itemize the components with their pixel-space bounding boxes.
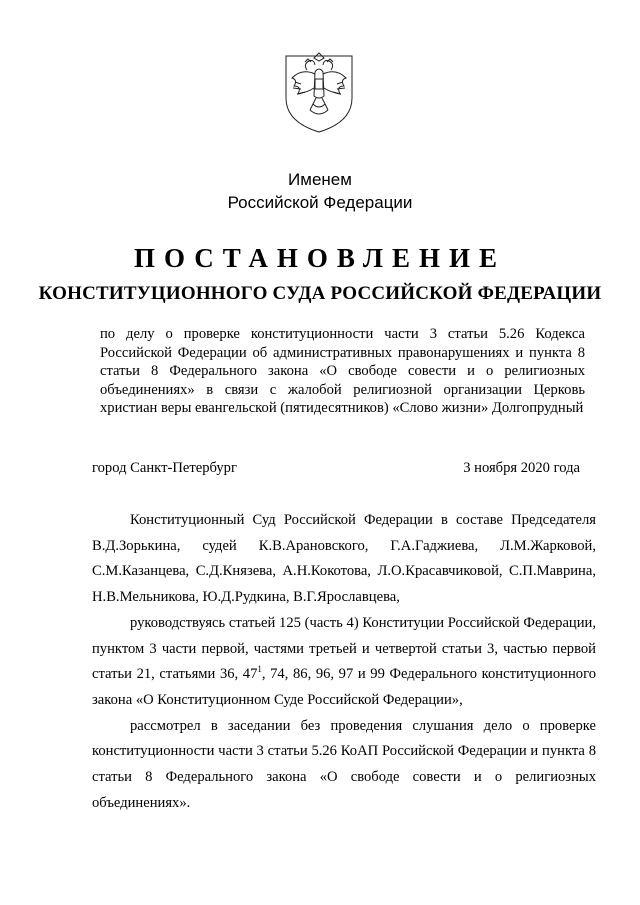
paragraph-composition: Конституционный Суд Российской Федерации в составе Председателя В.Д.Зорькина, судей К.В.Арановского, Г.А.Гаджиева, Л.М.Жарковой, С.М.Казанцева, С.Д.Князева, А.Н.Кокотова, Л.О.Красавчиковой, С.П.Маврина, Н.В.Мельникова, Ю.Д.Рудкина, В.Г.Ярославцева, [92, 512, 596, 606]
place-of-issue: город Санкт-Петербург [92, 460, 237, 476]
header-line-2: Российской Федерации [227, 193, 413, 212]
paragraph-legal-basis [92, 611, 596, 714]
header-line-1: Именем [288, 170, 352, 189]
legal-basis-text-end: , 74, 86, 96, 97 и 99 Федерального конституционного закона «О Конституционном Суде Российской Федерации», [92, 666, 597, 708]
document-body [92, 508, 596, 816]
superscript-marker: 1 [257, 664, 262, 675]
paragraph-consideration: рассмотрел в заседании без проведения слушания дело о проверке конституционности части 3 статьи 5.26 КоАП Российской Федерации и пункта 8 статьи 8 Федерального закона «О свободе совести и о религиозных объединениях». [92, 717, 596, 811]
document-title: ПОСТАНОВЛЕНИЕ [133, 243, 507, 273]
coat-of-arms-emblem-icon [280, 48, 358, 134]
date-of-issue: 3 ноября 2020 года [463, 460, 580, 476]
case-subject: по делу о проверке конституционности части 3 статьи 5.26 Кодекса Российской Федерации об административных правонарушениях и пункта 8 статьи 8 Федерального закона «О свободе совести и о религиозных объединениях» в связи с жалобой религиозной организации Церковь христиан веры евангельской (пятидесятников) «Слово жизни» Долгопрудный [100, 326, 585, 417]
legal-basis-text-start: руководствуясь статьей 125 (часть 4) Конституции Российской Федерации, пунктом 3 части первой, частями третьей и четвертой статьи 3, частью первой статьи 21, статьями 36, 47 [92, 614, 596, 683]
document-subtitle: КОНСТИТУЦИОННОГО СУДА РОССИЙСКОЙ ФЕДЕРАЦИИ [38, 283, 602, 304]
